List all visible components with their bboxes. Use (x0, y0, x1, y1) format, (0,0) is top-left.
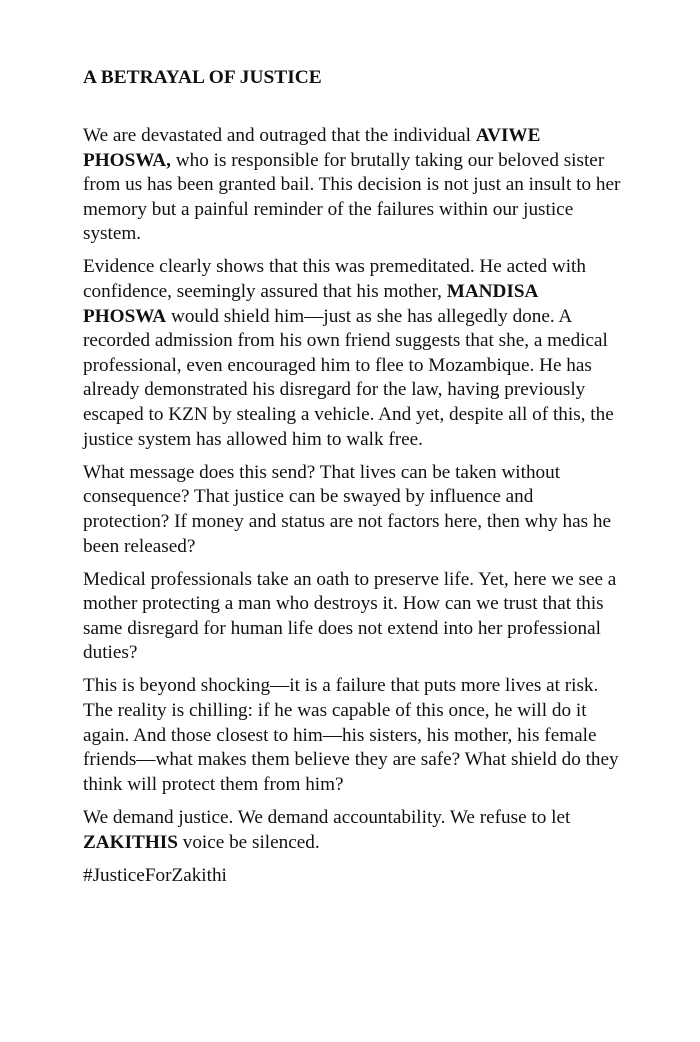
paragraph-bail-granted (83, 124, 623, 247)
paragraph-medical-professionals: Medical professionals take an oath to preserve life. Yet, here we see a mother protecting a man who destroys it. How can we trust that this same disregard for human life does not extend into her professional duties? (83, 568, 617, 664)
paragraph-text: would shield him—just as she has allegedly done. A recorded admission from his own friend suggests that she, a medical professional, even encouraged him to flee to Mozambique. He has already demonstrated his disregard for the law, having previously escaped to KZN by stealing a vehicle. And yet, despite all of this, the justice system has allowed him to walk free. (83, 305, 614, 450)
paragraph-evidence (83, 255, 623, 452)
mother-name: MANDISA PHOSWA (83, 281, 538, 327)
document-title: A BETRAYAL OF JUSTICE (83, 67, 322, 88)
paragraph-text: who is responsible for brutally taking our beloved sister from us has been granted bail. This decision is not just an insult to her memory but a painful reminder of the failures within our justice system. (83, 149, 621, 245)
paragraph-text: voice be silenced. (177, 831, 320, 853)
paragraph-message: What message does this send? That lives can be taken without consequence? That justice can be swayed by influence and protection? If money and status are not factors here, then why has he been released? (83, 461, 612, 557)
accused-name: AVIWE PHOSWA, (83, 125, 541, 171)
victim-name: ZAKITHIS (83, 831, 178, 853)
paragraph-text: Evidence clearly shows that this was premeditated. He acted with confidence, seemingly assured that his mother, (83, 256, 586, 303)
paragraph-text: We demand justice. We demand accountability. We refuse to let (83, 806, 571, 828)
paragraph-text: We are devastated and outraged that the individual (83, 125, 476, 146)
paragraph-risk: This is beyond shocking—it is a failure that puts more lives at risk. The reality is chilling: if he was capable of this once, he will do it again. And those closest to him—his sisters, his mother, his female friends—what makes them believe they are safe? What shield do they think will protect them from him? (83, 675, 619, 795)
hashtag: #JusticeForZakithi (83, 864, 227, 886)
paragraph-demand (83, 806, 623, 855)
statement-document (83, 66, 623, 888)
